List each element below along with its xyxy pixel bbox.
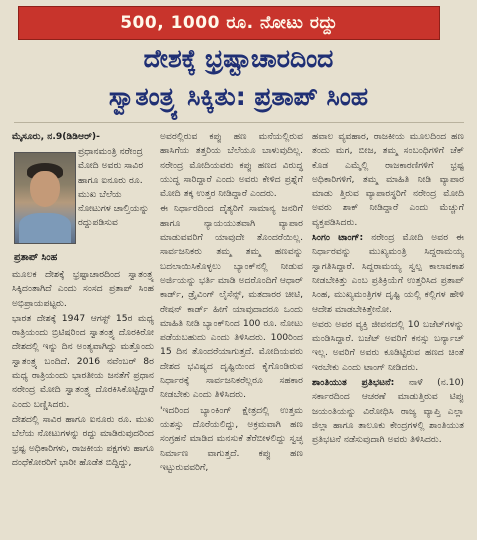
column-1-header bbox=[12, 130, 154, 144]
column-1-body bbox=[12, 268, 154, 471]
paragraph: ಅವರಲ್ಲಿರುವ ಕಪ್ಪು ಹಣ ಮನೆಯಲ್ಲಿರುವ ಹಾಸಿಗೆಯ ತತ್ತರಿಯ ಬೆಲೆಯೂ ಬಾಳುವುದಿಲ್ಲ. ನರೇಂದ್ರ ಮೋದಿಯವರು ಕಪ್ಪು ಹಣದ ವಿರುದ್ಧ ಯುದ್ಧ ಸಾರಿದ್ದಾರೆ ಎಂದು ಅವರು ಕೇಳಿದ ಪ್ರಶ್ನೆಗೆ ಮೋದಿ ತಕ್ಕ ಉತ್ತರ ನೀಡಿದ್ದಾರೆ ಎಂದರು. bbox=[160, 131, 303, 200]
text-beside-photo: ಪ್ರಧಾನಮಂತ್ರಿ ನರೇಂದ್ರ ಮೋದಿ ಅವರು ಸಾವಿರ ಹಾಗೂ ಐನೂರು ರೂ. ಮುಖ ಬೆಲೆಯ ನೋಟುಗಳ ಚಾಲ್ತಿಯನ್ನು ರದ್ದುಪಡಿಸುವ bbox=[78, 146, 150, 229]
dateline: ಮೈಸೂರು, ನ.9(ಡಿಡಿಆರ್)- bbox=[12, 131, 100, 142]
photo-caption: ಪ್ರತಾಪ್ ಸಿಂಹ bbox=[14, 252, 58, 263]
headline-line-1: ದೇಶಕ್ಕೆ ಭ್ರಷ್ಟಾಚಾರದಿಂದ bbox=[143, 44, 334, 73]
column-3 bbox=[312, 130, 464, 449]
paragraph: ಅವರು ಅವರ ವ್ಯಕ್ತಿ ಜೀವನದಲ್ಲಿ 10 ಬಜೆಟ್‌ಗಳನ್ನು ಮಂಡಿಸಿದ್ದಾರೆ. ಬಜೆಟ್ ಅವರಿಗೆ ಕನಸ್ಸು ಬರ್ನ್ಯಾಚ್ ಇಲ್ಲ. ಅವರಿಗೆ ಅವರು ಕೂಡಿಟ್ಟಿರುವ ಹಣದ ಚಿಂತೆ ಇರಬೇಕು ಎಂದು ಟಾಂಗ್ ನೀಡಿದರು. bbox=[312, 318, 464, 373]
paragraph: ದೇಶದಲ್ಲಿ ಸಾವಿರ ಹಾಗೂ ಐನೂರು ರೂ. ಮುಖ ಬೆಲೆಯ ನೋಟುಗಳನ್ನು ರದ್ದು ಮಾಡಿರುವುದರಿಂದ ಭ್ರಷ್ಟ ಅಧಿಕಾರಿಗಳು, ರಾಜಕೀಯ ಪಕ್ಷಗಳು ಹಾಗೂ ದಂಧೆಕೋರರಿಗೆ ಭಾರೀ ಹೊಡೆತ ಬಿದ್ದಿದ್ದು, bbox=[12, 413, 154, 468]
photo bbox=[14, 152, 74, 252]
headline-line-2: ಸ್ವಾತಂತ್ರ್ಯ ಸಿಕ್ಕಿತು: ಪ್ರತಾಪ್ ಸಿಂಹ bbox=[108, 82, 369, 111]
paragraph: ಭಾರತ ದೇಶಕ್ಕೆ 1947 ಆಗಸ್ಟ್ 15ರ ಮಧ್ಯ ರಾತ್ರಿಯಂದು ಬ್ರಿಟಿಷರಿಂದ ಸ್ವಾತಂತ್ರ್ಯ ದೊರಕಿರೋ ದೇಶದಲ್ಲಿ ಇನ್ನು ದಿನ ಅಂತ್ಯವಾಗಿದ್ದು ಮತ್ತೊಂದು ಸ್ವಾತಂತ್ರ್ಯ ಬಂದಿದೆ. 2016 ನವೆಂಬರ್ 8ರ ಮಧ್ಯ ರಾತ್ರಿಯಂದು ಭಾರತೀಯ ಜನತೆಗೆ ಪ್ರಧಾನ ನರೇಂದ್ರ ಮೋದಿ ಸ್ವಾತಂತ್ರ್ಯ ದೊರಕಿಸಿಕೊಟ್ಟಿದ್ದಾರೆ ಎಂದು ಬಣ್ಣಿಸಿದರು. bbox=[12, 312, 154, 410]
subheading: ಸಿಂಗಂ ಟಾಂಗ್: bbox=[312, 232, 364, 244]
column-2 bbox=[160, 130, 303, 476]
paragraph: 'ಇದರಿಂದ ಬ್ಯಾಂಕಿಂಗ್ ಕ್ಷೇತ್ರದಲ್ಲಿ ಉತ್ತಮ ಯಶಸ್ಸು ದೊರೆಯಲಿದ್ದು, ಅಕ್ರಮವಾಗಿ ಹಣ ಸಂಗ್ರಹನೆ ಮಾಡಿದ ಮನಸುಕೆ ತೆರೆಬೀಳಲಿದ್ದು ಸ್ವಚ್ಛ ನಿರ್ಮಾಣ ವಾಗುತ್ತದೆ. ಕಪ್ಪು ಹಣ ಇಟ್ಟುರುವವರಿಗೆ, bbox=[160, 404, 303, 473]
paragraph: ಈ ನಿರ್ಧಾರದಿಂದ ದೈತ್ಯರಿಗೆ ಸಾಮಾನ್ಯ ಜನರಿಗೆ ಹಾಗೂ ನ್ಯಾಯಯುತವಾಗಿ ವ್ಯಾಪಾರ ಮಾಡುವವರಿಗೆ ಯಾವುದೇ ತೊಂದರೆಯಿಲ್ಲ. ಸಾರ್ವಜನಿಕರು ತಮ್ಮ ತಮ್ಮ ಹಣವನ್ನು ಬದಲಾಯಿಸಿಕೊಳ್ಳಲು ಬ್ಯಾಂಕ್‌ನಲ್ಲಿ ನೀಡುವ ಅರ್ಜಿಯನ್ನು ಭರ್ತಿ ಮಾಡಿ ಅದರೊಂದಿಗೆ ಆಧಾರ್ ಕಾರ್ಡ್, ಡ್ರೈವಿಂಗ್ ಲೈಸೆನ್ಸ್, ಮತದಾರರ ಚೀಟಿ, ರೇಷನ್ ಕಾರ್ಡ್ ಹೀಗೆ ಯಾವುದಾದರೂ ಒಂದು ಮಾಹಿತಿ ನೀಡಿ ಬ್ಯಾಂಕ್‌ನಿಂದ 100 ರೂ. ನೋಟು ಪಡೆಯಬಹುದು ಎಂದು ತಿಳಿಸಿದರು. 100ರಿಂದ 15 ದಿನ ತೊಂದರೆಯಾಗುತ್ತದೆ. ಮೋದಿಯವರು ದೇಶದ ಭವಿಷ್ಯದ ದೃಷ್ಟಿಯಿಂದ ಕೈಗೊಂಡಿರುವ ನಿರ್ಧಾರಕ್ಕೆ ಸಾರ್ವಜನಿಕರೆಲ್ಲರೂ ಸಹಕಾರ ನೀಡಬೇಕು ಎಂದು ತಿಳಿಸಿದರು. bbox=[160, 203, 303, 401]
paragraph: ನರೇಂದ್ರ ಮೋದಿ ಅವರ ಈ ನಿರ್ಧಾರವನ್ನು ಮುಖ್ಯಮಂತ್ರಿ ಸಿದ್ದರಾಮಯ್ಯ ಸ್ವಾಗತಿಸಿದ್ದಾರೆ. ಸಿದ್ದರಾಮಯ್ಯ ಸ್ವಲ್ಪ ಕಾಲಾವಕಾಶ ನೀಡಬೇಕಿತ್ತು ಎಂಬ ಪ್ರತಿಕ್ರಿಯೆಗೆ ಉತ್ತರಿಸಿದ ಪ್ರತಾಪ್ ಸಿಂಹ, ಮುಖ್ಯಮಂತ್ರಿಗಳ ದೃಷ್ಟಿ ಯಲ್ಲಿ ಕಲ್ಲಿಗಳ ಹೇಳಿ ಆದೇಶ ಮಾಡಬೇಕಿತ್ತೇನೋ. bbox=[312, 232, 465, 315]
paragraph: ಮೂಲಕ ದೇಶಕ್ಕೆ ಭ್ರಷ್ಟಾಚಾರದಿಂದ ಸ್ವಾತಂತ್ರ್ಯ ಸಿಕ್ಕಿದಂತಾಗಿದೆ ಎಂದು ಸಂಸದ ಪ್ರತಾಪ್ ಸಿಂಹ ಅಭಿಪ್ರಾಯಪಟ್ಟರು. bbox=[12, 269, 154, 309]
topic-banner: 500, 1000 ರೂ. ನೋಟು ರದ್ದು bbox=[18, 6, 440, 40]
column-1-beside-photo bbox=[78, 145, 156, 231]
paragraph: ಹವಾಲ ವ್ಯವಹಾರ, ರಾಜಕೀಯ ಮೂಲದಿಂದ ಹಣ ತಂದು ಮಗ, ಬೀಜ, ತಮ್ಮ ಸಂಬಂಧಿಗಳಿಗೆ ಚೆಕ್ ಕೊಡ ಎಮ್ಮೆಲ್ಲಿ ರಾಜಕಾರಣಿಗಳಿಗೆ ಭ್ರಷ್ಟ ಅಧಿಕಾರಿಗಳಿಗೆ, ತಮ್ಮ ಮಾಹಿತಿ ನೀಡಿ ವ್ಯಾಪಾರ ಮಾಡು ತ್ತಿರುವ ವ್ಯಾಪಾರಸ್ಥರಿಗೆ ನರೇಂದ್ರ ಮೋದಿ ಅವರು ಶಾಕ್ ನೀಡಿದ್ದಾರೆ ಎಂದು ಮೆಚ್ಚುಗೆ ವ್ಯಕ್ತಪಡಿಸಿದರು. bbox=[312, 131, 464, 228]
paragraph: ನಾಳೆ (ನ.10) ಸರ್ಕಾರದಿಂದ ಆಚರಣೆ ಮಾಡುತ್ತಿರುವ ಟಿಪ್ಪು ಜಯಂತಿಯನ್ನು ವಿರೋಧಿಸಿ ರಾಜ್ಯ ವ್ಯಾಪ್ತಿ ಎಲ್ಲಾ ಜಿಲ್ಲಾ ಹಾಗೂ ತಾಲೂಕು ಕೇಂದ್ರಗಳಲ್ಲಿ ಶಾಂತಿಯುತ ಪ್ರತಿಭಟನೆ ನಡೆಸುವುದಾಗಿ ಅವರು ತಿಳಿಸಿದರು. bbox=[312, 377, 464, 446]
divider bbox=[14, 122, 464, 123]
subheading: ಶಾಂತಿಯುತ ಪ್ರತಿಭಟನೆ: bbox=[312, 377, 395, 389]
portrait-image bbox=[14, 152, 76, 244]
